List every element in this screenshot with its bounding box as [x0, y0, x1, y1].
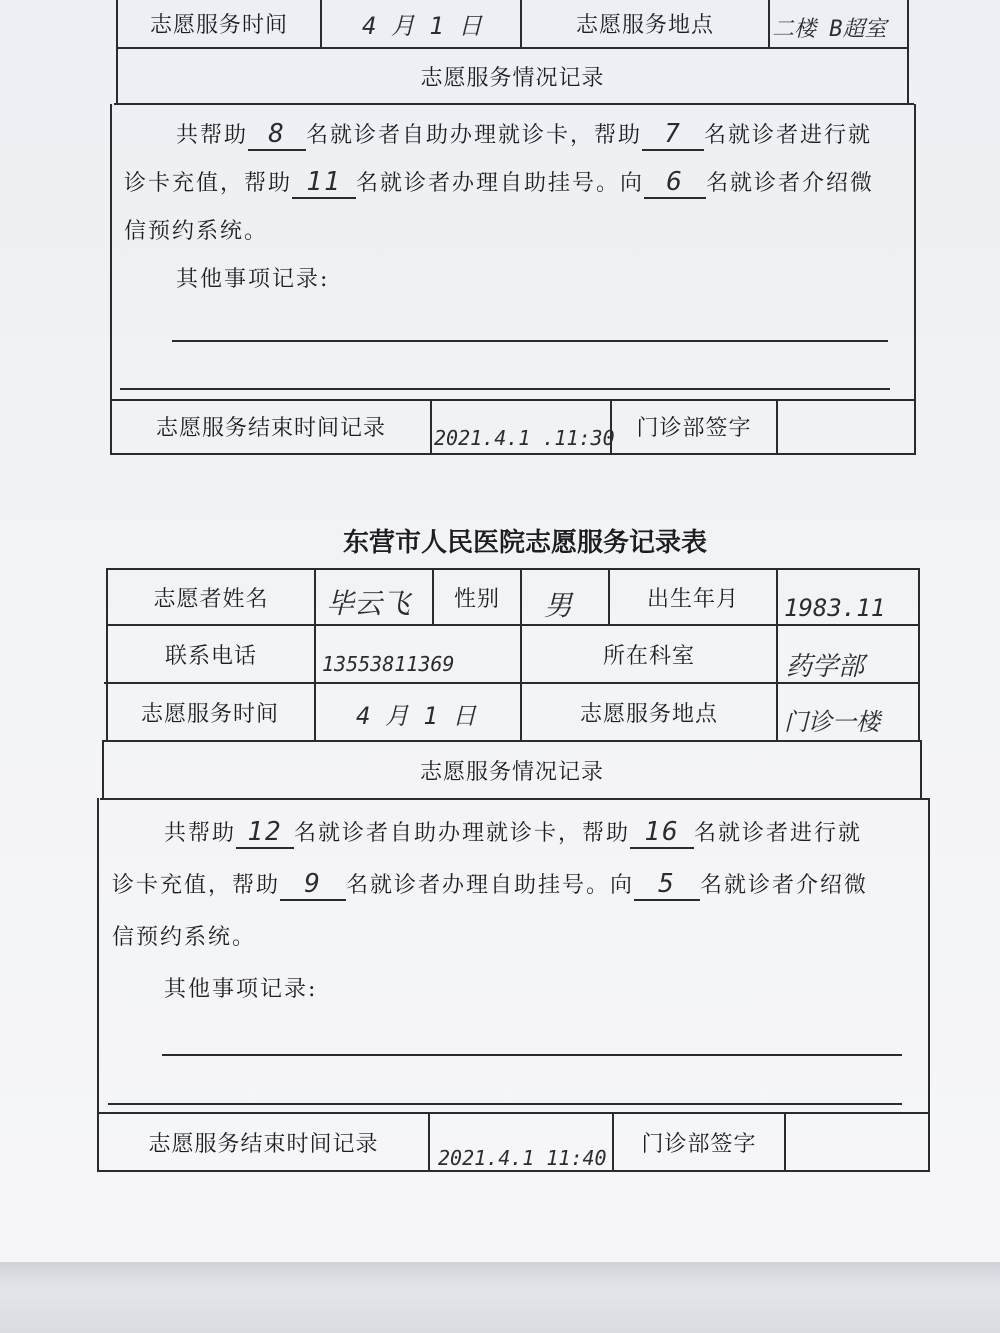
signature-label: 门诊部签字 — [641, 1131, 757, 1157]
wechat-count-value: 6 — [644, 167, 706, 199]
gender-value: 男 — [544, 589, 573, 622]
recharge-count-value: 16 — [630, 817, 694, 849]
record-header: 志愿服务情况记录 — [420, 65, 605, 91]
other-matters-line — [108, 1103, 902, 1105]
service-place-label: 志愿服务地点 — [575, 12, 714, 38]
end-time-value: 2021.4.1 11:40 — [438, 1146, 607, 1170]
end-time-label: 志愿服务结束时间记录 — [155, 415, 386, 441]
recharge-count-value: 7 — [642, 119, 704, 151]
end-time-value: 2021.4.1 .11:30 — [434, 426, 615, 450]
narrative-text: 名就诊者介绍微 — [706, 171, 875, 196]
record-header: 志愿服务情况记录 — [419, 759, 604, 785]
volunteer-name-value: 毕云飞 — [326, 587, 411, 620]
narrative-text: 诊卡充值，帮助 — [112, 873, 281, 898]
service-place-value: 门诊一楼 — [784, 708, 880, 736]
narrative-text: 名就诊者进行就 — [704, 123, 873, 148]
department-value: 药学部 — [786, 652, 865, 682]
department-label: 所在科室 — [602, 643, 695, 669]
birth-value: 1983.11 — [784, 594, 886, 622]
register-count-value: 9 — [280, 869, 346, 901]
end-time-label: 志愿服务结束时间记录 — [148, 1131, 379, 1157]
other-matters-label: 其他事项记录: — [164, 977, 318, 1002]
service-time-label: 志愿服务时间 — [140, 701, 279, 727]
narrative-text: 信预约系统。 — [124, 219, 269, 244]
register-count-value: 11 — [292, 167, 356, 199]
service-time-value: 4 月 1 日 — [356, 702, 477, 730]
other-matters-line — [162, 1054, 902, 1056]
wechat-count-value: 5 — [634, 869, 700, 901]
phone-value: 13553811369 — [322, 652, 455, 676]
cards-count-value: 12 — [236, 817, 294, 849]
narrative-text: 名就诊者办理自助挂号。向 — [346, 873, 635, 898]
cards-count-value: 8 — [248, 119, 306, 151]
narrative-text: 共帮助 — [164, 821, 237, 846]
narrative-text: 名就诊者办理自助挂号。向 — [356, 171, 645, 196]
gender-label: 性别 — [453, 586, 500, 612]
narrative-text: 名就诊者自助办理就诊卡，帮助 — [294, 821, 631, 846]
service-time-label: 志愿服务时间 — [149, 12, 288, 38]
narrative-text: 名就诊者自助办理就诊卡，帮助 — [306, 123, 643, 148]
narrative-text: 诊卡充值，帮助 — [124, 171, 293, 196]
service-time-value: 4 月 1 日 — [362, 12, 483, 40]
narrative-text: 信预约系统。 — [112, 925, 257, 950]
narrative-text: 共帮助 — [176, 123, 249, 148]
volunteer-name-label: 志愿者姓名 — [153, 586, 269, 612]
birth-label: 出生年月 — [646, 586, 739, 612]
phone-label: 联系电话 — [164, 643, 257, 669]
signature-label: 门诊部签字 — [636, 415, 752, 441]
narrative-text: 名就诊者进行就 — [694, 821, 863, 846]
surface-below-paper — [0, 1262, 1000, 1333]
service-place-value: 二楼 B超室 — [772, 17, 887, 42]
other-matters-label: 其他事项记录: — [176, 267, 330, 292]
narrative-text: 名就诊者介绍微 — [700, 873, 869, 898]
service-narrative — [112, 808, 868, 1016]
service-place-label: 志愿服务地点 — [579, 701, 718, 727]
form-title: 东营市人民医院志愿服务记录表 — [342, 528, 707, 558]
